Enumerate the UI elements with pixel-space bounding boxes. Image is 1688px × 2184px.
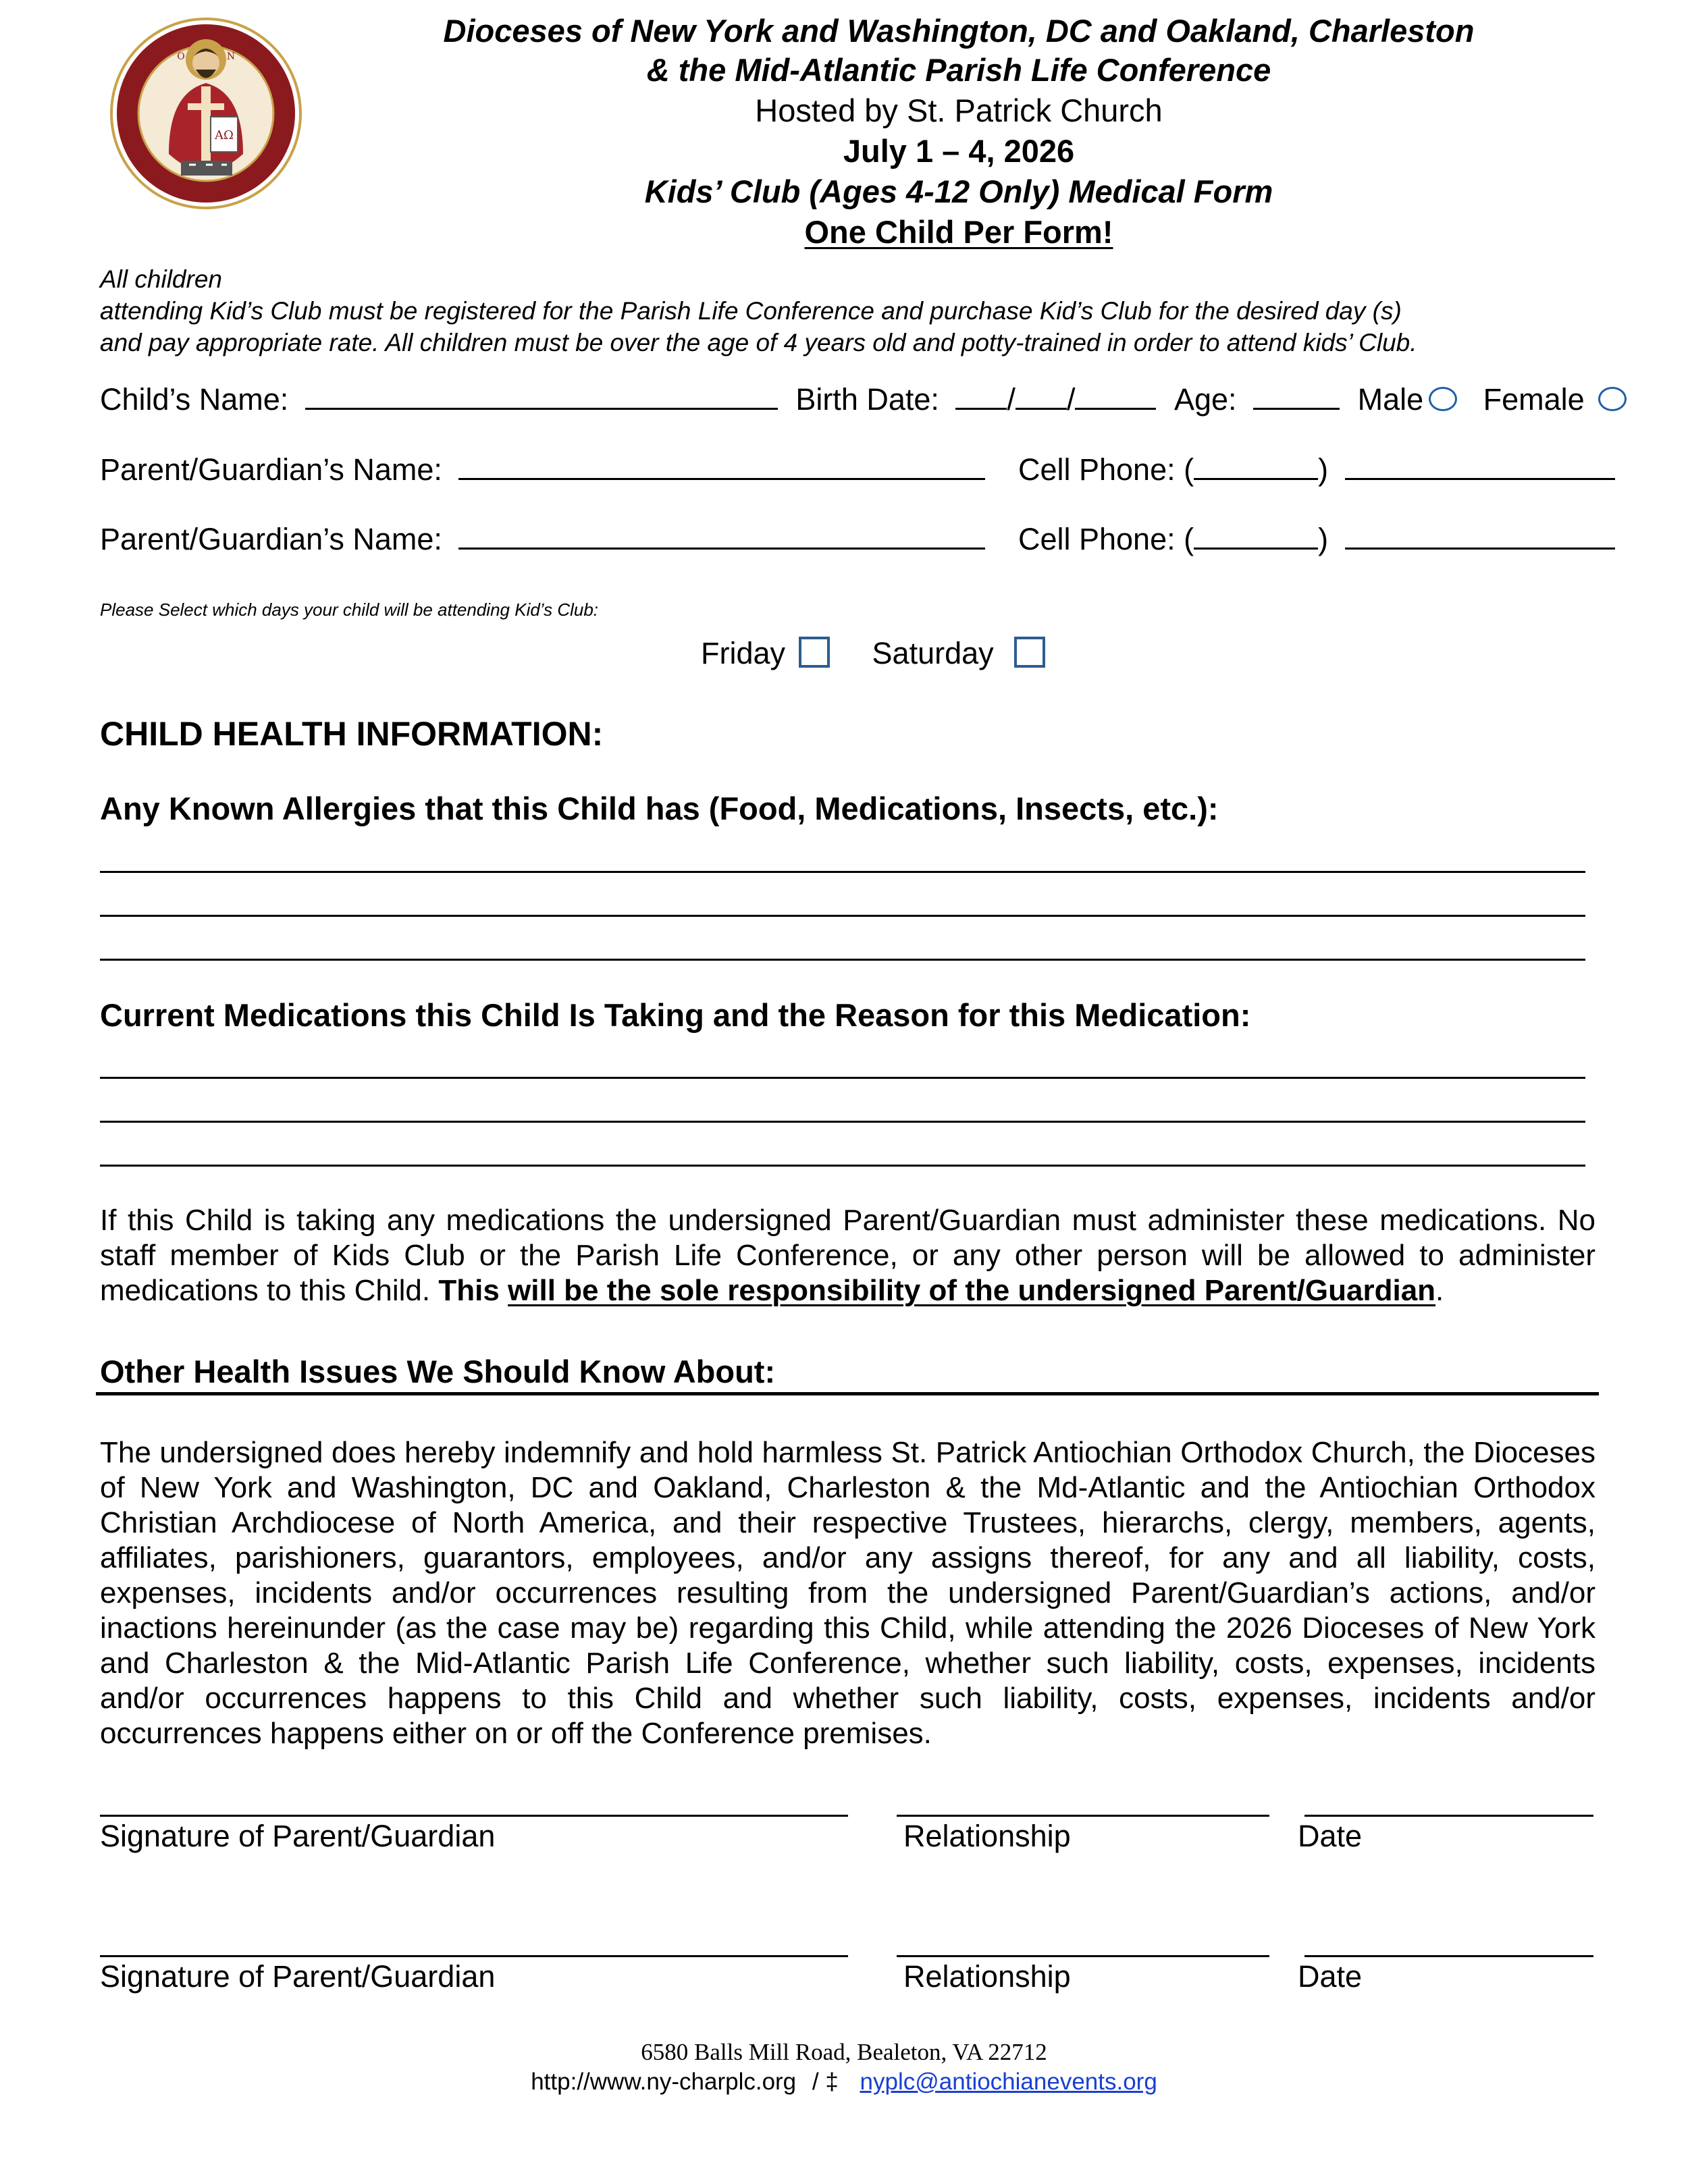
other-health-line[interactable] [96, 1392, 1599, 1395]
sole-responsibility-text: will be the sole responsibility of the undersigned Parent/Guardian [508, 1274, 1436, 1307]
date-line-2[interactable] [1304, 1955, 1593, 1957]
relationship-label-1: Relationship [903, 1819, 1071, 1853]
relationship-line-1[interactable] [897, 1815, 1269, 1817]
medications-line-3[interactable] [100, 1165, 1585, 1167]
medications-line-2[interactable] [100, 1121, 1585, 1123]
cell-phone-label: Cell Phone: ( [1018, 522, 1194, 556]
age-label: Age: [1173, 382, 1237, 417]
signature-line-2[interactable] [100, 1955, 848, 1957]
saturday-checkbox[interactable] [1014, 637, 1045, 668]
age-field[interactable] [1253, 381, 1340, 410]
cell-paren: ) [1318, 452, 1329, 487]
logo-book-text: AΩ [215, 128, 234, 142]
allergies-line-2[interactable] [100, 915, 1585, 917]
header-host: Hosted by St. Patrick Church [755, 92, 1163, 128]
date-label-1: Date [1298, 1819, 1363, 1853]
website-link[interactable]: http://www.ny-charplc.org [531, 2069, 797, 2095]
intro-line-2: attending Kid’s Club must be registered for the Parish Life Conference and purchase Kid’s Club for the desired day (s) [100, 297, 1402, 325]
date-separator: / [1007, 382, 1016, 417]
medication-notice-bold: This [438, 1274, 508, 1307]
relationship-label-2: Relationship [903, 1959, 1071, 1994]
guardian-row-2 [100, 521, 1615, 558]
birth-year-field[interactable] [1075, 381, 1156, 410]
medication-notice [100, 1203, 1595, 1308]
logo-letter-n: N [226, 51, 236, 62]
relationship-line-2[interactable] [897, 1955, 1269, 1957]
guardian-name-label: Parent/Guardian’s Name: [100, 452, 442, 487]
logo-letter-o: O [177, 51, 185, 62]
intro-text [100, 263, 1612, 358]
date-separator: / [1066, 382, 1076, 417]
friday-checkbox[interactable] [799, 637, 830, 668]
other-health-title: Other Health Issues We Should Know About: [100, 1354, 776, 1389]
intro-line-1: All children [100, 265, 222, 293]
waiver-text: The undersigned does hereby indemnify and hold harmless St. Patrick Antiochian Orthodox Church, the Dioceses of New York and Washington, DC and Oakland, Charleston & the Md-Atlantic and the Antiochian Orthodox Christian Archdiocese of North America, and their respective Trustees, hierarchs, clergy, members, agents, affiliates, parishioners, guarantors, employees, and/or any assigns thereof, for any and all liability, costs, expenses, incidents and/or occurrences resulting from the undersigned Parent/Guardian’s actions, and/or inactions hereinunder (as the case may be) regarding this Child, while attending the 2026 Dioceses of New York and Charleston & the Mid-Atlantic Parish Life Conference, whether such liability, costs, expenses, incidents and/or occurrences happens to this Child and whether such liability, costs, expenses, incidents and/or occurrences happens either on or off the Conference premises. [100, 1436, 1595, 1750]
allergies-line-3[interactable] [100, 959, 1585, 961]
cell-phone-label: Cell Phone: ( [1018, 452, 1194, 487]
signature-label-1: Signature of Parent/Guardian [100, 1819, 496, 1853]
intro-line-3: and pay appropriate rate. All children must be over the age of 4 years old and potty-trained in order to attend kids’ Club. [100, 329, 1417, 356]
header-line-2: & the Mid-Atlantic Parish Life Conference [646, 52, 1271, 88]
child-name-label: Child’s Name: [100, 382, 289, 417]
header-line-1: Dioceses of New York and Washington, DC and Oakland, Charleston [443, 13, 1475, 49]
saturday-label: Saturday [872, 636, 994, 670]
guardian-row-1 [100, 451, 1615, 489]
days-prompt: Please Select which days your child will be attending Kid’s Club: [100, 600, 599, 620]
female-radio[interactable] [1598, 387, 1627, 411]
area-code-field-1[interactable] [1194, 451, 1318, 480]
medication-notice-text: If this Child is taking any medications the undersigned Parent/Guardian must administer these medications. No staff member of Kids Club or the Parish Life Conference, or any other person will be allowed to administer medications to this Child. [100, 1204, 1595, 1307]
female-label: Female [1483, 382, 1585, 417]
cell-paren: ) [1318, 522, 1329, 556]
medications-title: Current Medications this Child Is Taking and the Reason for this Medication: [100, 997, 1251, 1033]
date-label-2: Date [1298, 1959, 1363, 1994]
cell-phone-field-2[interactable] [1345, 521, 1615, 550]
allergies-line-1[interactable] [100, 871, 1585, 873]
medications-line-1[interactable] [100, 1077, 1585, 1079]
email-link[interactable]: nyplc@antiochianevents.org [860, 2069, 1157, 2095]
footer-links [0, 2069, 1688, 2096]
area-code-field-2[interactable] [1194, 521, 1318, 550]
signature-line-1[interactable] [100, 1815, 848, 1817]
friday-label: Friday [701, 636, 786, 670]
health-section-title: CHILD HEALTH INFORMATION: [100, 715, 604, 753]
birth-date-label: Birth Date: [795, 382, 939, 417]
guardian-name-field-2[interactable] [458, 521, 985, 550]
signature-label-2: Signature of Parent/Guardian [100, 1959, 496, 1994]
days-row [701, 635, 1045, 672]
child-name-field[interactable] [305, 381, 778, 410]
footer-separator: / ‡ [812, 2069, 839, 2095]
allergies-title: Any Known Allergies that this Child has (Food, Medications, Insects, etc.): [100, 791, 1219, 826]
date-line-1[interactable] [1304, 1815, 1593, 1817]
footer-address: 6580 Balls Mill Road, Bealeton, VA 22712 [641, 2039, 1047, 2065]
child-info-row [100, 381, 1627, 419]
one-child-notice: One Child Per Form! [804, 214, 1113, 250]
birth-day-field[interactable] [1016, 381, 1067, 410]
guardian-name-label: Parent/Guardian’s Name: [100, 522, 442, 556]
form-title: Kids’ Club (Ages 4-12 Only) Medical Form [644, 174, 1273, 209]
guardian-name-field-1[interactable] [458, 451, 985, 480]
medication-notice-end: . [1435, 1274, 1444, 1307]
male-label: Male [1357, 382, 1424, 417]
header-dates: July 1 – 4, 2026 [843, 133, 1075, 169]
cell-phone-field-1[interactable] [1345, 451, 1615, 480]
male-radio[interactable] [1429, 387, 1457, 411]
birth-month-field[interactable] [955, 381, 1007, 410]
